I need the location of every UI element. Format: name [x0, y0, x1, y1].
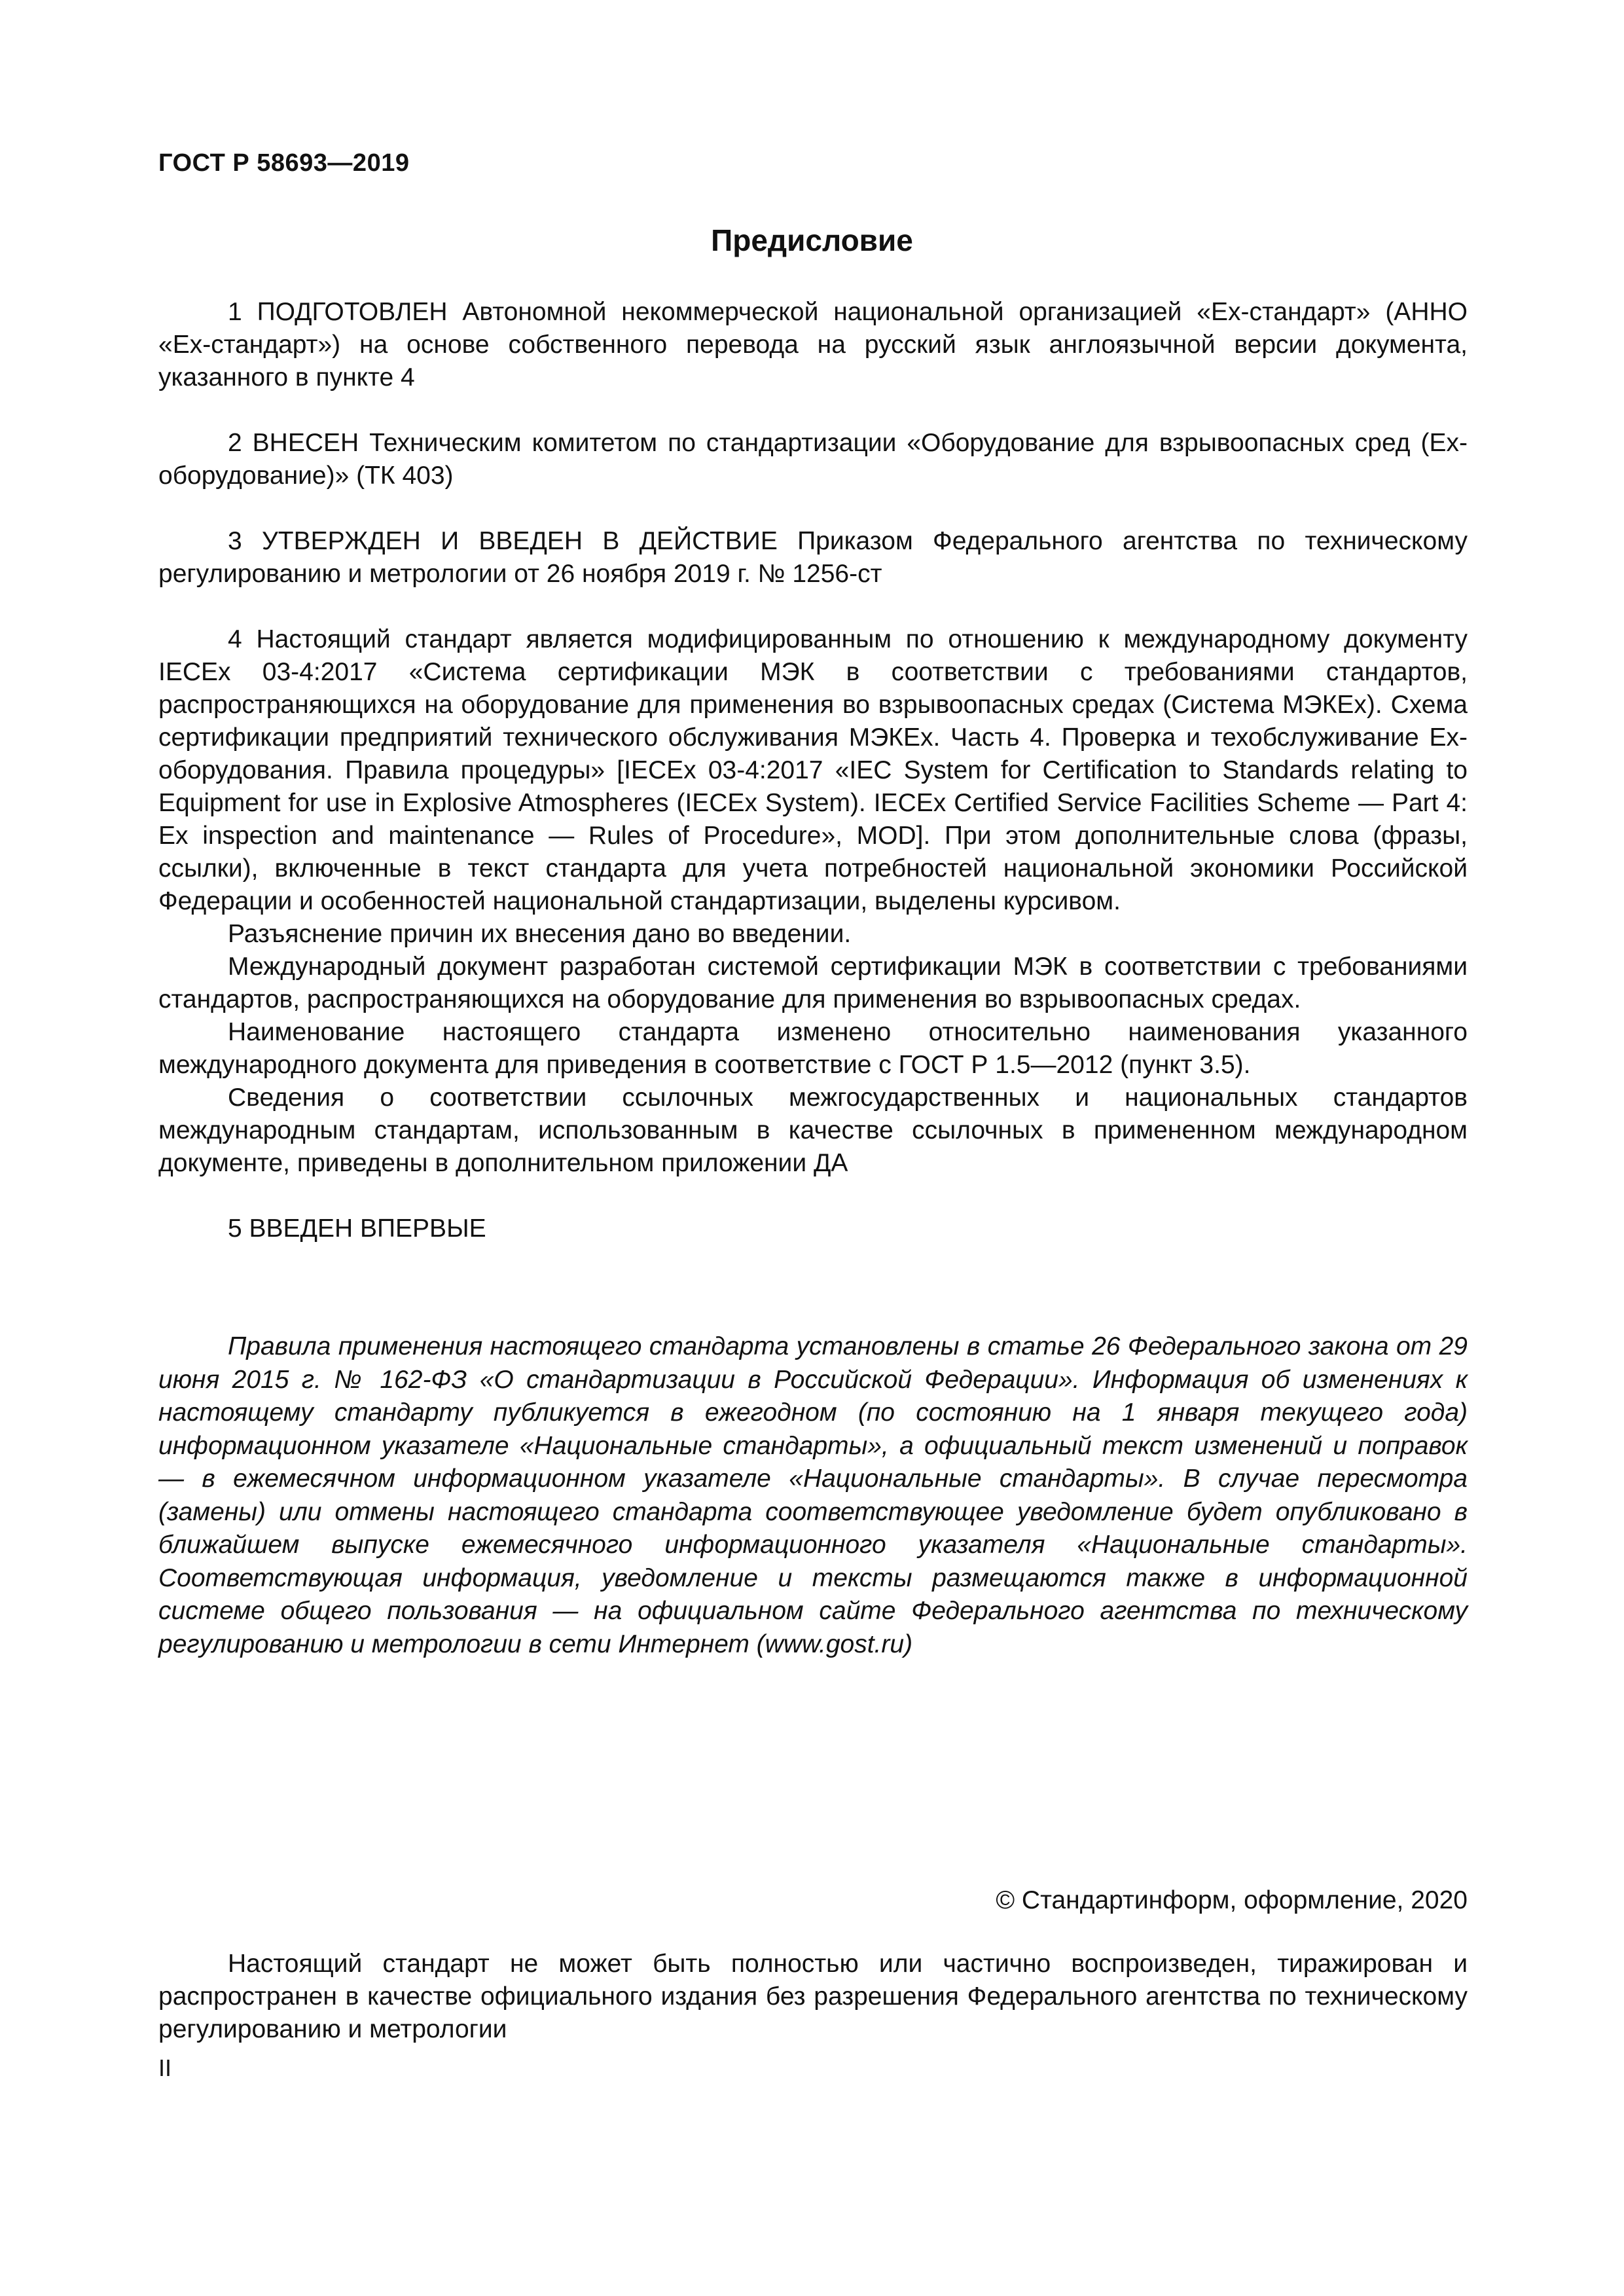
item-name-change: Наименование настоящего стандарта изменено относительно наименования указанного международного документа для приведения в соответствие с ГОСТ Р 1.5—2012 (пункт 3.5).	[158, 1018, 1468, 1079]
rules-notice: Правила применения настоящего стандарта установлены в статье 26 Федерального закона от 29 июня 2015 г. № 162-ФЗ «О стандартизации в Российской Федерации». Информация об изменениях к настоящему стандарту публикуется в ежегодном (по состоянию на 1 января текущего года) информационном указателе «Национальные стандарты», а официальный текст изменений и поправок — в ежемесячном информационном указателе «Национальные стандарты». В случае пересмотра (замены) или отмены настоящего стандарта соответствующее уведомление будет опубликовано в ближайшем выпуске ежемесячного информационного указателя «Национальные стандарты». Соответствующая информация, уведомление и тексты размещаются также в информационной системе общего пользования — на официальном сайте Федерального агентства по техническому регулированию и метрологии в сети Интернет (www.gost.ru)	[158, 1332, 1468, 1658]
item-prepared: 1 ПОДГОТОВЛЕН Автономной некоммерческой национальной организацией «Ех-стандарт» (АННО «Ех-стандарт») на основе собственного перевода на русский язык англоязычной версии документа, указанного в пункте 4	[158, 298, 1468, 392]
item-modified: 4 Настоящий стандарт является модифицированным по отношению к международному документу IECEx 03-4:2017 «Система сертификации МЭК в соответствии с требованиями стандартов, распространяющихся на оборудование для применения во взрывоопасных средах (Система МЭКЕх). Схема сертификации предприятий технического обслуживания МЭКЕх. Часть 4. Проверка и техобслуживание Ех-оборудования. Правила процедуры» [IECEx 03-4:2017 «IEC System for Certification to Standards relating to Equipment for use in Explosive Atmospheres (IECEx System). IECEx Certified Service Facilities Scheme — Part 4: Ex inspection and maintenance — Rules of Procedure», MOD]. При этом дополнительные слова (фразы, ссылки), включенные в текст стандарта для учета потребностей национальной экономики Российской Федерации и особенностей национальной стандартизации, выделены курсивом.	[158, 625, 1468, 915]
page-number: II	[158, 2054, 172, 2081]
document-id: ГОСТ Р 58693—2019	[158, 149, 410, 177]
item-references: Сведения о соответствии ссылочных межгосударственных и национальных стандартов международным стандартам, использованным в качестве ссылочных в примененном международном документе, приведены в дополнительном приложении ДА	[158, 1084, 1468, 1177]
item-first-introduced: 5 ВВЕДЕН ВПЕРВЫЕ	[228, 1214, 486, 1243]
item-introduced: 2 ВНЕСЕН Техническим комитетом по стандартизации «Оборудование для взрывоопасных сред (Ех-оборудование)» (ТК 403)	[158, 429, 1468, 490]
foreword-body	[158, 296, 1468, 1245]
item-explanation: Разъяснение причин их внесения дано во введении.	[228, 920, 852, 948]
reproduction-notice: Настоящий стандарт не может быть полностью или частично воспроизведен, тиражирован и распространен в качестве официального издания без разрешения Федерального агентства по техническому регулированию и метрологии	[158, 1950, 1468, 2043]
copyright: © Стандартинформ, оформление, 2020	[996, 1886, 1468, 1914]
page-title: Предисловие	[711, 223, 913, 257]
item-international-doc: Международный документ разработан системой сертификации МЭК в соответствии с требованиями стандартов, распространяющихся на оборудование для применения во взрывоопасных средах.	[158, 953, 1468, 1013]
item-approved: 3 УТВЕРЖДЕН И ВВЕДЕН В ДЕЙСТВИЕ Приказом Федерального агентства по техническому регулированию и метрологии от 26 ноября 2019 г. № 1256-ст	[158, 527, 1468, 588]
